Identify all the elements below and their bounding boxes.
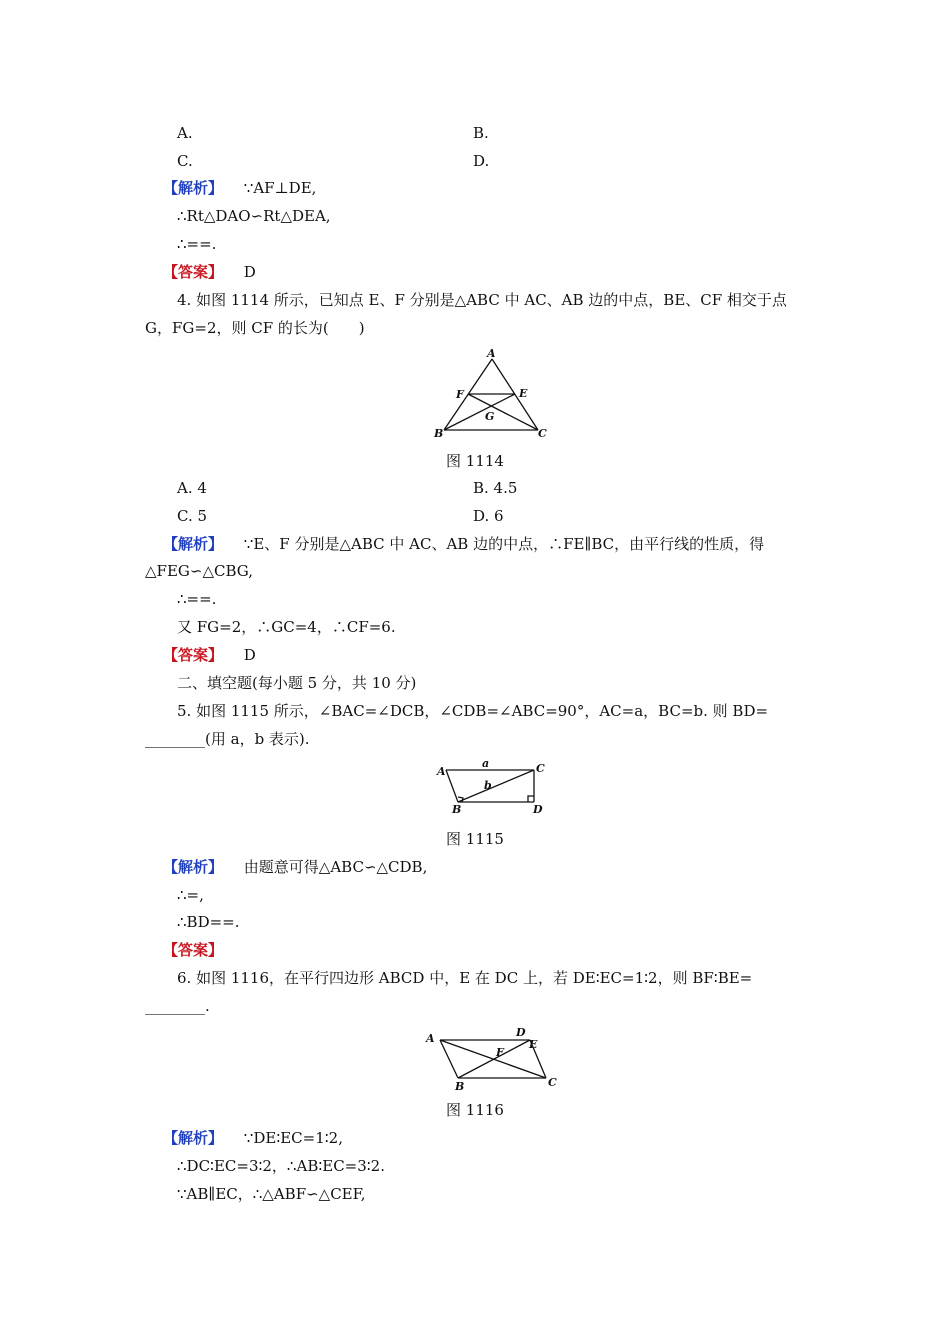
q6-analysis-line1: ∵DE∶EC=1∶2, bbox=[243, 1129, 343, 1147]
q5-stem-line1: 5. 如图 1115 所示，∠BAC=∠DCB，∠CDB=∠ABC=90°，AC=a，BC=b. 则 BD= bbox=[177, 702, 769, 720]
q5-answer-row bbox=[163, 940, 223, 960]
q4-analysis-line2: △FEG∽△CBG, bbox=[145, 562, 253, 580]
q6-analysis-tag: 【解析】 bbox=[163, 1129, 224, 1147]
figure-1115-caption: 图 1115 bbox=[446, 830, 504, 848]
q3-analysis-tag: 【解析】 bbox=[163, 179, 224, 197]
q5-analysis-row bbox=[163, 857, 427, 877]
fig1115-label-b: B bbox=[452, 803, 462, 816]
fig1115-label-c: C bbox=[536, 762, 545, 775]
fig1115-label-a: A bbox=[437, 765, 446, 778]
q4-option-d: D. 6 bbox=[473, 507, 504, 525]
fig1116-label-f: F bbox=[496, 1046, 504, 1059]
q4-answer-row bbox=[163, 645, 256, 665]
q4-analysis-tag: 【解析】 bbox=[163, 535, 224, 553]
q4-analysis-line1: ∵E、F 分别是△ABC 中 AC、AB 边的中点，∴FE∥BC，由平行线的性质，得 bbox=[243, 535, 765, 553]
fig1114-label-b: B bbox=[434, 427, 444, 440]
q5-analysis-line2: ∴=, bbox=[177, 886, 204, 904]
fig1114-label-f: F bbox=[456, 388, 464, 401]
fig1115-label-a-length: a bbox=[482, 757, 490, 770]
fig1115-label-d: D bbox=[533, 803, 543, 816]
q5-analysis-line1: 由题意可得△ABC∽△CDB, bbox=[243, 858, 428, 876]
q4-option-a: A. 4 bbox=[177, 479, 207, 497]
q4-analysis-line4: 又 FG=2，∴GC=4，∴CF=6. bbox=[177, 618, 396, 636]
fig1115-label-b-length: b bbox=[484, 779, 492, 792]
fig1116-label-c: C bbox=[548, 1076, 557, 1089]
figure-1114-caption: 图 1114 bbox=[446, 452, 504, 470]
q4-analysis-line3: ∴==. bbox=[177, 590, 217, 608]
fig1114-label-c: C bbox=[538, 427, 547, 440]
figure-1116-caption: 图 1116 bbox=[446, 1101, 504, 1119]
fig1114-label-a: A bbox=[487, 347, 496, 360]
figure-1116 bbox=[422, 1024, 562, 1094]
q4-analysis-row bbox=[163, 534, 764, 554]
q6-stem-line2: ________. bbox=[145, 997, 210, 1015]
q5-answer-tag: 【答案】 bbox=[163, 941, 224, 959]
fig1116-label-e: E bbox=[529, 1038, 538, 1051]
q5-analysis-line3: ∴BD==. bbox=[177, 913, 240, 931]
q4-option-c: C. 5 bbox=[177, 507, 208, 525]
section-heading-fill-in: 二、填空题(每小题 5 分，共 10 分) bbox=[177, 674, 417, 692]
q3-option-d: D. bbox=[473, 152, 490, 170]
q3-analysis-line2: ∴Rt△DAO∽Rt△DEA, bbox=[177, 207, 331, 225]
q4-stem-line1: 4. 如图 1114 所示，已知点 E、F 分别是△ABC 中 AC、AB 边的中点，BE、CF 相交于点 bbox=[177, 291, 787, 309]
q4-option-b: B. 4.5 bbox=[473, 479, 518, 497]
q3-analysis-line1: ∵AF⊥DE, bbox=[243, 179, 317, 197]
figure-1114 bbox=[430, 346, 550, 442]
q3-answer-tag: 【答案】 bbox=[163, 263, 224, 281]
q4-answer-value: D bbox=[243, 646, 256, 664]
q6-analysis-row bbox=[163, 1128, 343, 1148]
q4-stem-line2: G，FG=2，则 CF 的长为( ) bbox=[145, 319, 365, 337]
q3-answer-row bbox=[163, 262, 256, 282]
q5-stem-line2: ________(用 a，b 表示). bbox=[145, 730, 310, 748]
q4-answer-tag: 【答案】 bbox=[163, 646, 224, 664]
fig1116-label-d: D bbox=[516, 1026, 526, 1039]
q3-answer-value: D bbox=[243, 263, 256, 281]
figure-1115 bbox=[432, 756, 552, 818]
q3-option-a: A. bbox=[177, 124, 193, 142]
q6-analysis-line3: ∵AB∥EC，∴△ABF∽△CEF, bbox=[177, 1185, 366, 1203]
q3-option-b: B. bbox=[473, 124, 489, 142]
fig1116-label-a: A bbox=[426, 1032, 435, 1045]
fig1114-label-g: G bbox=[485, 410, 495, 423]
q3-analysis-row bbox=[163, 178, 316, 198]
fig1114-label-e: E bbox=[519, 387, 528, 400]
fig1116-label-b: B bbox=[455, 1080, 465, 1093]
q3-option-c: C. bbox=[177, 152, 193, 170]
q6-stem-line1: 6. 如图 1116，在平行四边形 ABCD 中，E 在 DC 上，若 DE∶EC=1∶2，则 BF∶BE= bbox=[177, 969, 753, 987]
q6-analysis-line2: ∴DC∶EC=3∶2，∴AB∶EC=3∶2. bbox=[177, 1157, 385, 1175]
q3-analysis-line3: ∴==. bbox=[177, 235, 217, 253]
q5-analysis-tag: 【解析】 bbox=[163, 858, 224, 876]
